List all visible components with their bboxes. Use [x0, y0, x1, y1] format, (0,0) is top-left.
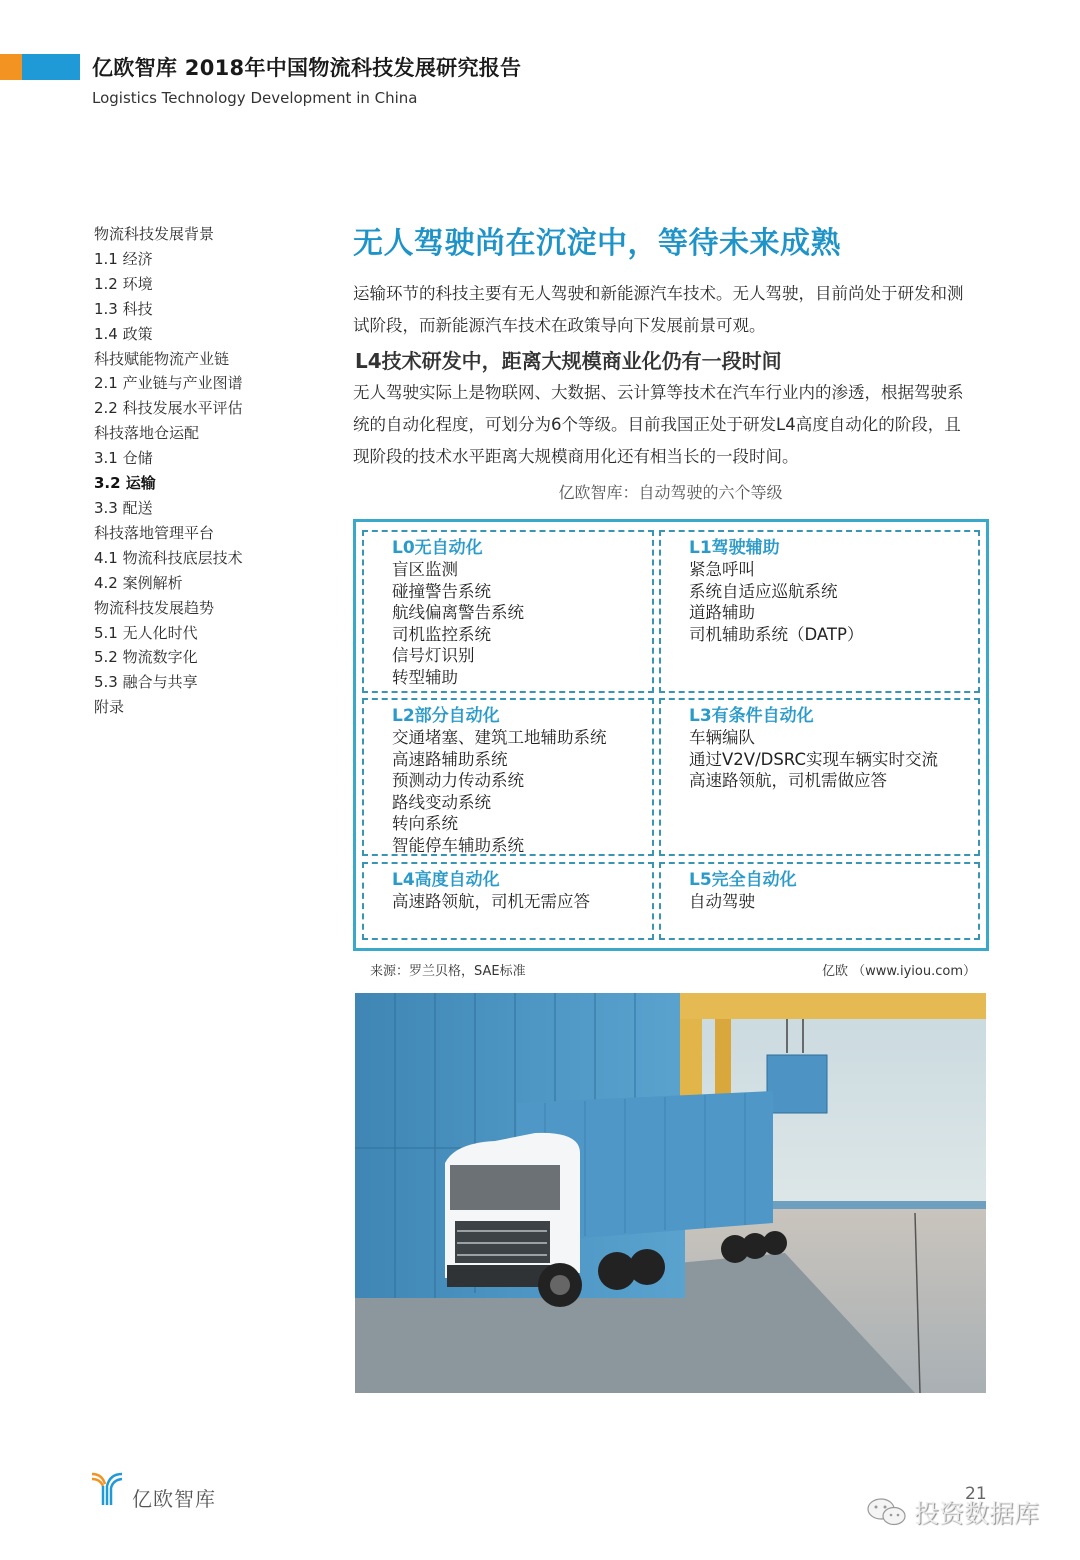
- wechat-icon: [866, 1495, 908, 1529]
- level-feature: 信号灯识别: [392, 646, 475, 666]
- level-name: L3有条件自动化: [689, 706, 814, 726]
- toc-item[interactable]: 5.1 无人化时代: [94, 623, 198, 642]
- level-feature: 航线偏离警告系统: [392, 603, 524, 623]
- level-feature: 道路辅助: [689, 603, 755, 623]
- level-feature: 车辆编队: [689, 728, 755, 747]
- level-card-l5: [659, 862, 980, 940]
- level-name: L1驾驶辅助: [689, 538, 780, 558]
- toc-item[interactable]: 1.1 经济: [94, 249, 153, 268]
- level-name: L4高度自动化: [392, 870, 500, 890]
- toc-item[interactable]: 物流科技发展背景: [94, 225, 215, 243]
- toc-item[interactable]: 5.3 融合与共享: [94, 673, 198, 692]
- toc-item[interactable]: 4.2 案例解析: [94, 573, 183, 592]
- level-feature: 智能停车辅助系统: [392, 835, 524, 855]
- report-title: 亿欧智库 2018年中国物流科技发展研究报告: [92, 56, 522, 80]
- body-paragraph: 无人驾驶实际上是物联网、大数据、云计算等技术在汽车行业内的渗透，根据驾驶系统的自动化程度，可划分为6个等级。目前我国正处于研发L4高度自动化的阶段，且现阶段的技术水平距离大规模商用化还有相当长的一段时间。: [353, 383, 964, 466]
- level-feature: 高速路领航，司机无需应答: [392, 892, 590, 911]
- toc-item[interactable]: 3.3 配送: [94, 498, 153, 517]
- footer-brand: 亿欧智库: [132, 1487, 216, 1511]
- level-feature: 紧急呼叫: [689, 560, 755, 579]
- level-feature: 转型辅助: [392, 667, 458, 687]
- level-feature: 转向系统: [392, 814, 458, 834]
- intro-paragraph: 运输环节的科技主要有无人驾驶和新能源汽车技术。无人驾驶，目前尚处于研发和测试阶段，而新能源汽车技术在政策导向下发展前景可观。: [353, 284, 964, 335]
- automation-levels-figure: [353, 519, 989, 951]
- toc-item[interactable]: 科技落地管理平台: [94, 523, 215, 542]
- page-title: 无人驾驶尚在沉淀中，等待未来成熟: [353, 226, 841, 261]
- toc-item[interactable]: 2.1 产业链与产业图谱: [94, 374, 243, 393]
- yiou-logo-icon: [90, 1470, 124, 1506]
- page-number: 21: [965, 1484, 987, 1504]
- toc-item[interactable]: 4.1 物流科技底层技术: [94, 548, 243, 567]
- level-card-l2: [362, 698, 654, 856]
- toc-item[interactable]: 附录: [94, 698, 125, 717]
- section-subtitle: L4技术研发中，距离大规模商业化仍有一段时间: [355, 349, 782, 373]
- toc-item[interactable]: 物流科技发展趋势: [94, 598, 215, 617]
- toc-item[interactable]: 5.2 物流数字化: [94, 648, 198, 667]
- level-feature: 自动驾驶: [689, 892, 755, 911]
- level-card-l1: [659, 530, 980, 693]
- level-feature: 碰撞警告系统: [392, 581, 491, 601]
- level-feature: 盲区监测: [392, 560, 458, 579]
- level-card-l0: [362, 530, 654, 693]
- figure-credit: 亿欧 （www.iyiou.com）: [822, 964, 976, 979]
- toc-item[interactable]: 2.2 科技发展水平评估: [94, 399, 243, 418]
- level-feature: 系统自适应巡航系统: [689, 581, 838, 601]
- level-name: L5完全自动化: [689, 870, 797, 890]
- toc-item[interactable]: 1.4 政策: [94, 324, 153, 343]
- level-feature: 预测动力传动系统: [392, 771, 524, 791]
- truck-port-photo: [355, 993, 986, 1393]
- level-feature: 高速路领航，司机需做应答: [689, 771, 887, 791]
- level-feature: 交通堵塞、建筑工地辅助系统: [392, 728, 607, 747]
- level-name: L2部分自动化: [392, 706, 500, 726]
- toc-item-active[interactable]: 3.2 运输: [94, 474, 156, 493]
- table-of-contents: [94, 222, 314, 720]
- level-feature: 路线变动系统: [392, 792, 491, 812]
- level-card-l3: [659, 698, 980, 856]
- level-feature: 司机监控系统: [392, 624, 491, 644]
- toc-item[interactable]: 1.2 环境: [94, 274, 153, 293]
- toc-item[interactable]: 1.3 科技: [94, 299, 153, 318]
- level-feature: 司机辅助系统（DATP）: [689, 624, 864, 644]
- level-feature: 通过V2V/DSRC实现车辆实时交流: [689, 749, 938, 769]
- toc-item[interactable]: 科技赋能物流产业链: [94, 349, 230, 368]
- watermark-text: 投资数据库: [914, 1499, 1040, 1528]
- level-name: L0无自动化: [392, 538, 483, 558]
- toc-item[interactable]: 3.1 仓储: [94, 449, 153, 468]
- figure-caption: 亿欧智库：自动驾驶的六个等级: [558, 483, 783, 502]
- header-accent-blue: [22, 54, 80, 80]
- header-accent-orange: [0, 54, 22, 80]
- report-subtitle: Logistics Technology Development in China: [92, 89, 418, 107]
- figure-source: 来源：罗兰贝格，SAE标准: [370, 964, 526, 979]
- toc-item[interactable]: 科技落地仓运配: [94, 424, 200, 443]
- watermark: [866, 1494, 1039, 1530]
- level-card-l4: [362, 862, 654, 940]
- level-feature: 高速路辅助系统: [392, 749, 508, 769]
